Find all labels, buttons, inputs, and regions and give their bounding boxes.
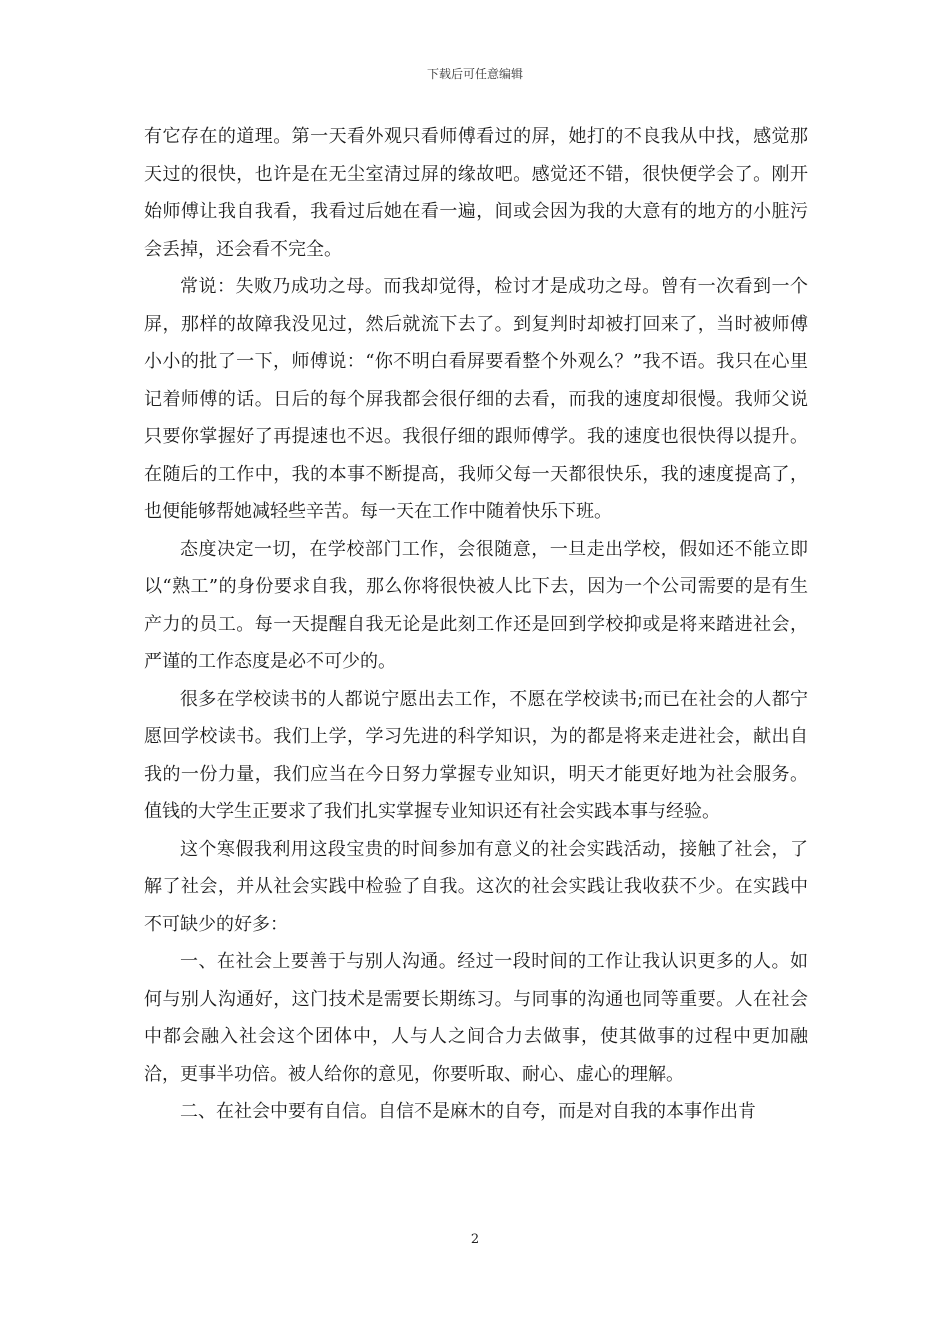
document-body [144,118,808,1131]
paragraph-5: 这个寒假我利用这段宝贵的时间参加有意义的社会实践活动，接触了社会，了解了社会，并从社会实践中检验了自我。这次的社会实践让我收获不少。在实践中不可缺少的好多： [144,838,808,935]
page-number: 2 [470,1232,480,1247]
paragraph-2: 常说：失败乃成功之母。而我却觉得，检讨才是成功之母。曾有一次看到一个屏，那样的故障我没见过，然后就流下去了。到复判时却被打回来了，当时被师傅小小的批了一下，师傅说：“你不明白看屏要看整个外观么？”我不语。我只在心里记着师傅的话。日后的每个屏我都会很仔细的去看，而我的速度却很慢。我师父说只要你掌握好了再提速也不迟。我很仔细的跟师傅学。我的速度也很快得以提升。在随后的工作中，我的本事不断提高，我师父每一天都很快乐，我的速度提高了，也便能够帮她减轻些辛苦。每一天在工作中随着快乐下班。 [144,276,808,522]
paragraph-7: 二、在社会中要有自信。自信不是麻木的自夸，而是对自我的本事作出肯 [180,1101,756,1122]
paragraph-4: 很多在学校读书的人都说宁愿出去工作，不愿在学校读书;而已在社会的人都宁愿回学校读书。我们上学，学习先进的科学知识，为的都是将来走进社会，献出自我的一份力量，我们应当在今日努力掌握专业知识，明天才能更好地为社会服务。值钱的大学生正要求了我们扎实掌握专业知识还有社会实践本事与经验。 [144,688,808,822]
paragraph-1: 有它存在的道理。第一天看外观只看师傅看过的屏，她打的不良我从中找，感觉那天过的很快，也许是在无尘室清过屏的缘故吧。感觉还不错，很快便学会了。刚开始师傅让我自我看，我看过后她在看一遍，间或会因为我的大意有的地方的小脏污会丢掉，还会看不完全。 [144,126,808,260]
paragraph-6: 一、在社会上要善于与别人沟通。经过一段时间的工作让我认识更多的人。如何与别人沟通好，这门技术是需要长期练习。与同事的沟通也同等重要。人在社会中都会融入社会这个团体中，人与人之间合力去做事，使其做事的过程中更加融洽，更事半功倍。被人给你的意见，你要听取、耐心、虚心的理解。 [144,951,808,1085]
paragraph-3: 态度决定一切，在学校部门工作，会很随意，一旦走出学校，假如还不能立即以“熟工”的身份要求自我，那么你将很快被人比下去，因为一个公司需要的是有生产力的员工。每一天提醒自我无论是此刻工作还是回到学校抑或是将来踏进社会，严谨的工作态度是必不可少的。 [144,538,808,672]
page-header: 下载后可任意编辑 [426,67,523,81]
